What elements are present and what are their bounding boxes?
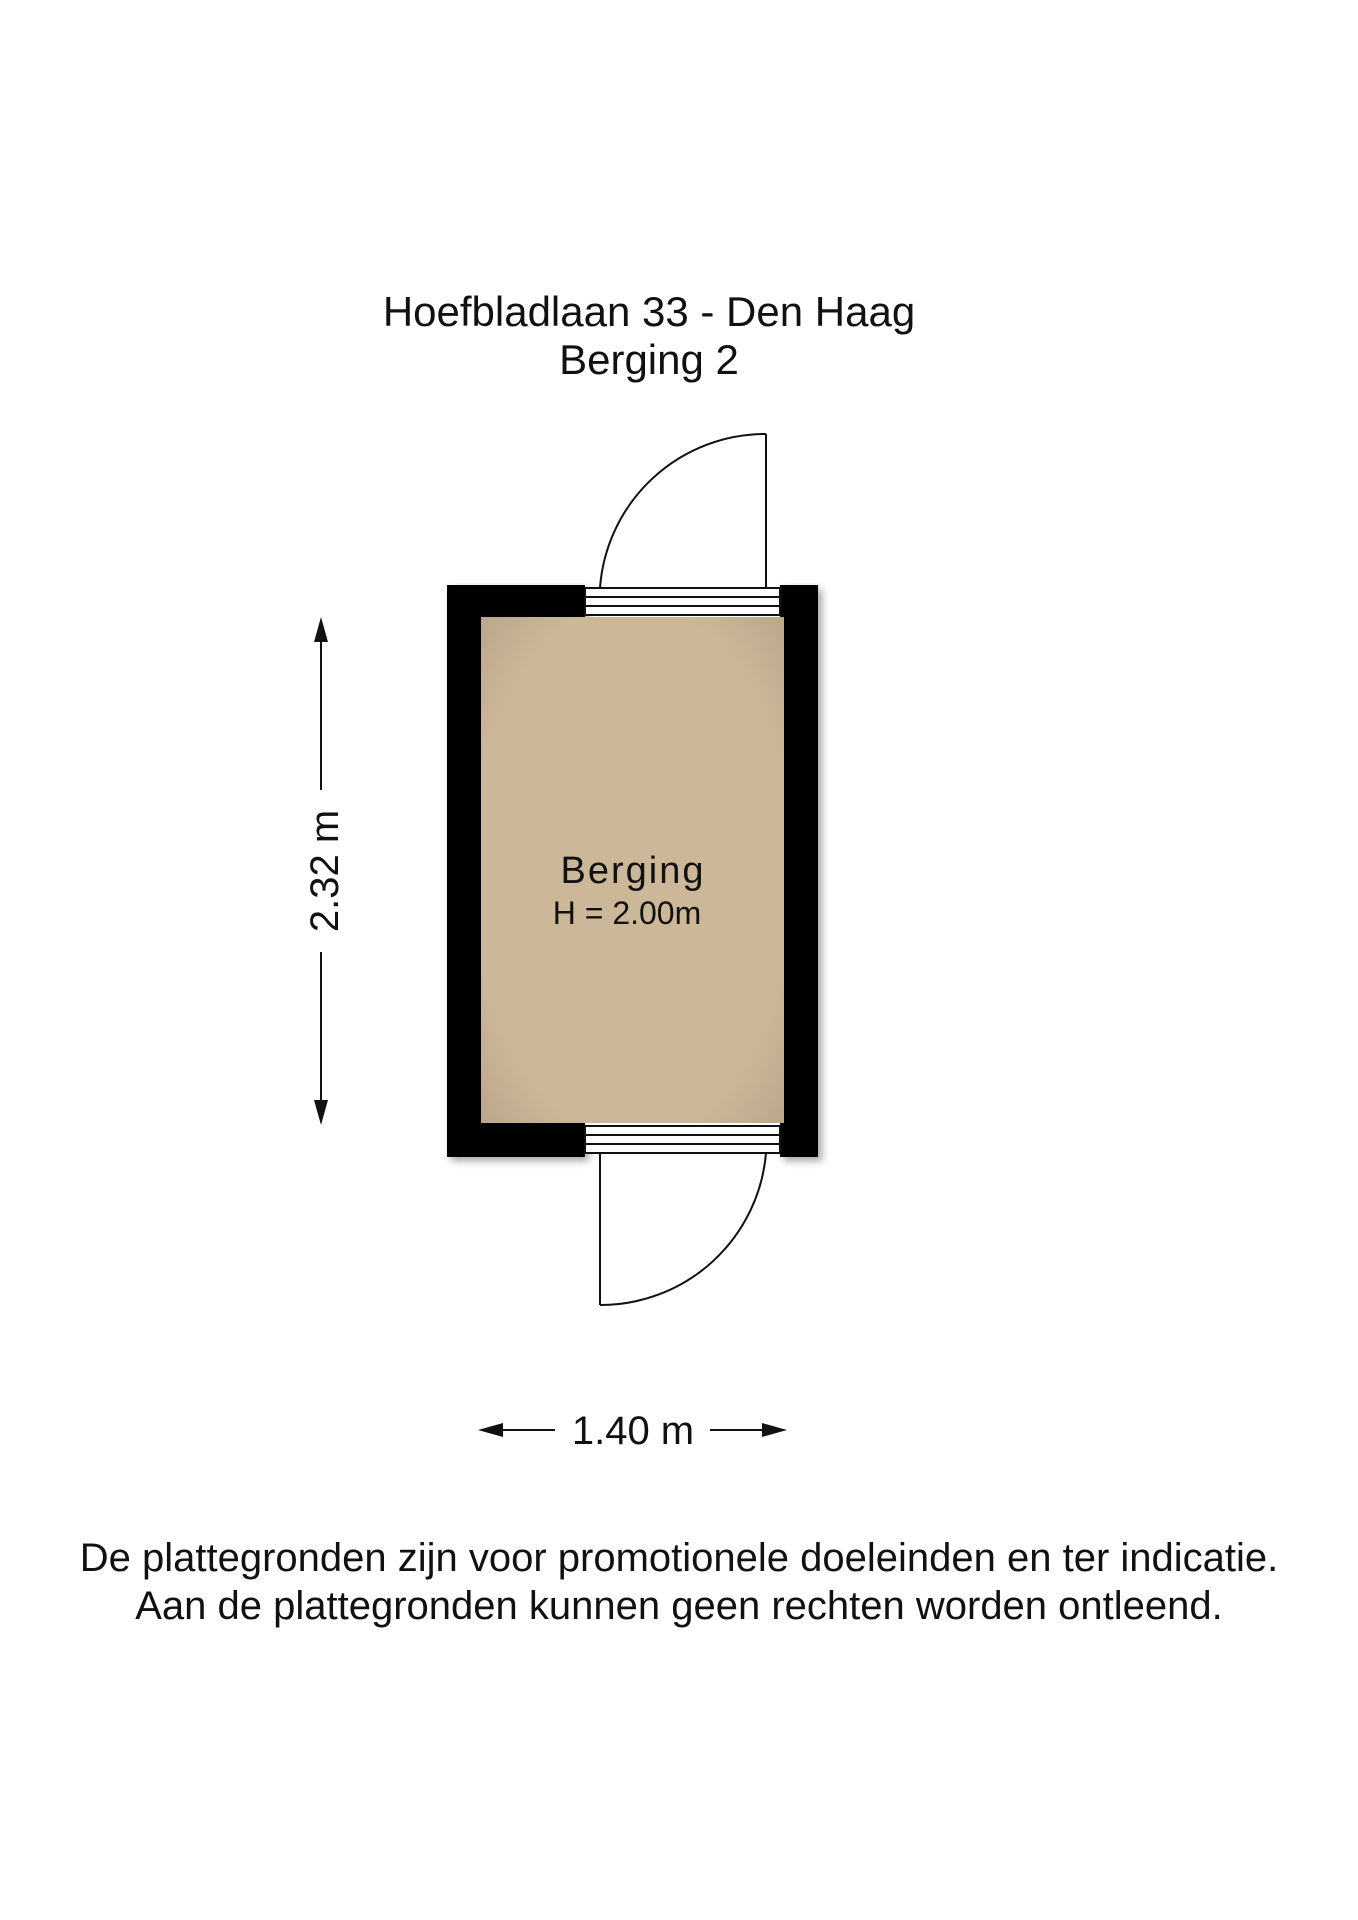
arrow-left-icon: [478, 1423, 503, 1437]
wall-top-left: [447, 585, 585, 617]
disclaimer: [0, 1534, 1358, 1630]
top-door: [585, 434, 780, 615]
wall-top-right: [780, 585, 818, 617]
bottom-door-frame: [585, 1126, 780, 1153]
floor-title: Berging 2: [559, 336, 739, 383]
bottom-door-swing: [600, 1153, 766, 1305]
top-door-frame: [585, 588, 780, 615]
height-dimension-label: 2.32 m: [303, 809, 347, 933]
room-name: Berging: [560, 850, 706, 892]
disclaimer-line-1: De plattegronden zijn voor promotionele doeleinden en ter indicatie.: [79, 1536, 1279, 1580]
wall-bottom-left: [447, 1123, 585, 1157]
room-height: H = 2.00m: [552, 895, 702, 931]
arrow-down-icon: [314, 1100, 328, 1125]
address-title: Hoefbladlaan 33 - Den Haag: [382, 288, 916, 335]
wall-bottom-right: [780, 1123, 818, 1157]
height-dimension: [303, 617, 347, 1125]
bottom-door: [585, 1126, 780, 1305]
top-door-swing: [600, 434, 766, 588]
wall-left: [447, 585, 481, 1157]
arrow-right-icon: [762, 1423, 787, 1437]
disclaimer-line-2: Aan de plattegronden kunnen geen rechten worden ontleend.: [135, 1584, 1223, 1628]
arrow-up-icon: [314, 617, 328, 642]
width-dimension-label: 1.40 m: [571, 1409, 695, 1453]
wall-right: [784, 585, 818, 1157]
width-dimension: [478, 1409, 787, 1453]
